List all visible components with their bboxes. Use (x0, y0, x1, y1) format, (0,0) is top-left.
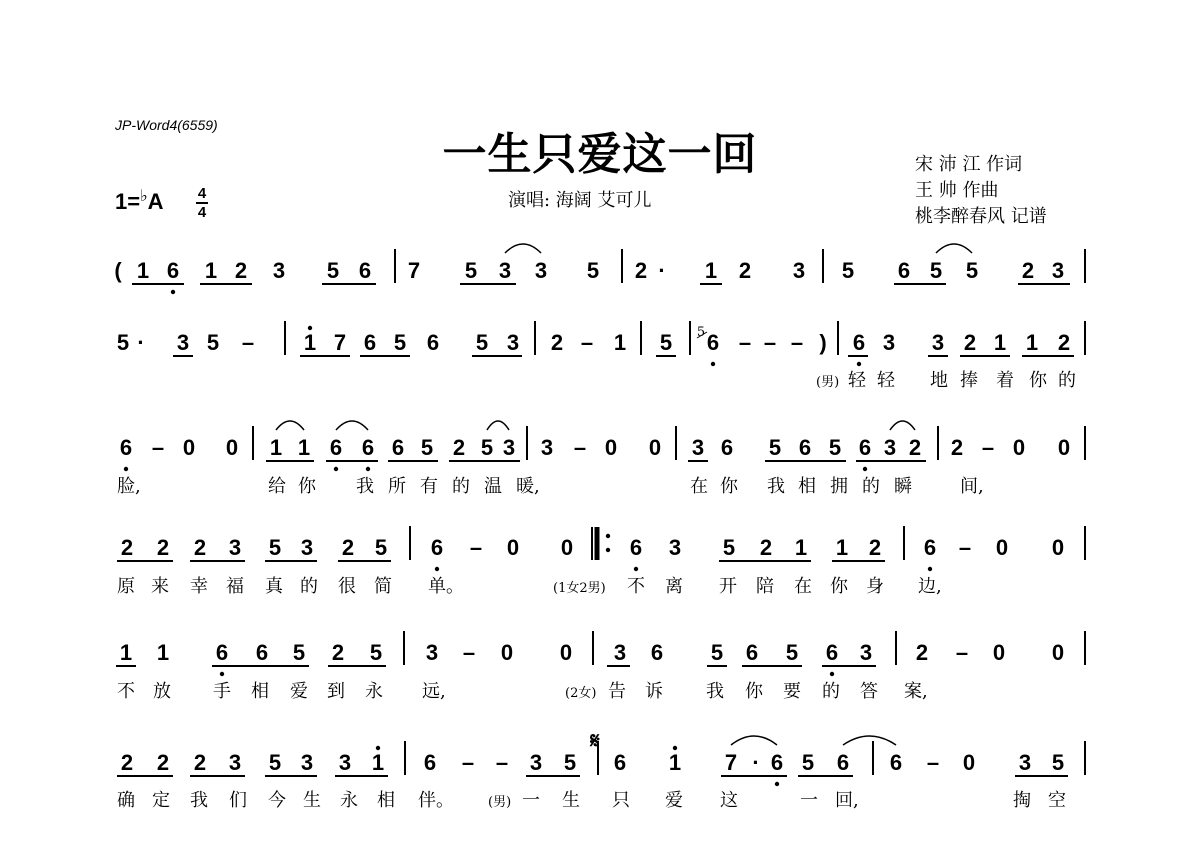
octave-dot (830, 672, 834, 676)
lyric-syllable: 暖, (516, 476, 540, 497)
transcriber-credit: 桃李醉春风 记谱 (915, 206, 1047, 227)
lyric-syllable: 我 (706, 681, 724, 702)
singer-tag-male: (男) (488, 795, 512, 810)
jianpu-note: 0 (992, 640, 1006, 665)
jianpu-note: · (752, 750, 760, 775)
jianpu-note: 0 (1051, 535, 1065, 560)
jianpu-note: 6 (423, 750, 437, 775)
jianpu-note: 3 (338, 750, 352, 775)
lyric-syllable: 很 (338, 576, 356, 597)
jianpu-note: 2 (193, 535, 207, 560)
jianpu-note: – (241, 330, 255, 355)
jianpu-note: 3 (882, 330, 896, 355)
jianpu-note: 2 (156, 750, 170, 775)
tie-arc (936, 244, 972, 253)
jianpu-note: – (926, 750, 940, 775)
jianpu-note: 3 (272, 258, 286, 283)
jianpu-note: 3 (931, 330, 945, 355)
jianpu-note: 5 (464, 258, 478, 283)
software-label: JP-Word4(6559) (115, 117, 218, 133)
lyric-syllable: 轻 (877, 370, 895, 391)
jianpu-note: 6 (798, 435, 812, 460)
lyric-syllable: 地 (930, 370, 948, 391)
tie-arc (843, 736, 896, 745)
lyric-syllable: 确 (117, 790, 135, 811)
jianpu-note: 5 (420, 435, 434, 460)
jianpu-note: – (462, 640, 476, 665)
lyric-syllable: 间, (960, 476, 984, 497)
lyric-syllable: 我 (190, 790, 208, 811)
jianpu-note: 3 (228, 750, 242, 775)
jianpu-note: 5 (374, 535, 388, 560)
octave-dot (711, 362, 715, 366)
jianpu-note: 6 (629, 535, 643, 560)
lyric-syllable: 永 (365, 681, 383, 702)
score-lines (116, 244, 1085, 786)
lyric-syllable: 相 (377, 790, 395, 811)
octave-dot (606, 548, 610, 552)
jianpu-note: 7 (407, 258, 421, 283)
jianpu-note: 3 (498, 258, 512, 283)
jianpu-note: 5 (785, 640, 799, 665)
jianpu-note: 5 (659, 330, 673, 355)
jianpu-note: 0 (559, 640, 573, 665)
jianpu-note: 6 (858, 435, 872, 460)
octave-dot (928, 567, 932, 571)
lyric-syllable: 给 (268, 476, 286, 497)
jianpu-note: 5 (801, 750, 815, 775)
jianpu-note: 5 (268, 750, 282, 775)
jianpu-note: 5 (828, 435, 842, 460)
jianpu-note: 7 (333, 330, 347, 355)
jianpu-note: 6 (770, 750, 784, 775)
jianpu-note: 2 (950, 435, 964, 460)
jianpu-note: 2 (759, 535, 773, 560)
octave-dot (863, 467, 867, 471)
lyric-syllable: 的 (1058, 370, 1076, 391)
jianpu-note: – (461, 750, 475, 775)
jianpu-note: 5 (369, 640, 383, 665)
jianpu-note: 0 (182, 435, 196, 460)
lyric-syllable: 一 (800, 790, 818, 811)
lyric-syllable: 着 (996, 370, 1014, 391)
jianpu-note: 5 (722, 535, 736, 560)
lyric-syllable: 轻 (848, 370, 866, 391)
jianpu-note: 6 (363, 330, 377, 355)
jianpu-note: 0 (962, 750, 976, 775)
jianpu-note: 2 (156, 535, 170, 560)
lyric-syllable: 你 (830, 576, 848, 597)
jianpu-note: 6 (825, 640, 839, 665)
lyric-syllable: 相 (798, 476, 816, 497)
lyric-syllable: 开 (719, 576, 737, 597)
lyric-syllable: 爱 (665, 790, 683, 811)
lyric-syllable: 答 (860, 681, 878, 702)
jianpu-note: 6 (889, 750, 903, 775)
lyric-syllable: 定 (152, 790, 170, 811)
jianpu-note: 6 (852, 330, 866, 355)
tie-arc (487, 421, 509, 430)
lyric-syllable: 空 (1048, 790, 1066, 811)
tie-arc (731, 736, 777, 745)
tie-arc (505, 244, 541, 253)
jianpu-note: 1 (668, 750, 682, 775)
jianpu-note: 2 (1057, 330, 1071, 355)
jianpu-note: 5 (710, 640, 724, 665)
jianpu-note: 6 (836, 750, 850, 775)
jianpu-note: 6 (358, 258, 372, 283)
jianpu-note: 6 (613, 750, 627, 775)
jianpu-note: 6 (215, 640, 229, 665)
jianpu-note: 0 (995, 535, 1009, 560)
jianpu-note: 2 (234, 258, 248, 283)
jianpu-note: – (955, 640, 969, 665)
lyric-syllable: 们 (229, 790, 247, 811)
lyric-syllable: 有 (420, 476, 438, 497)
tie-arc (276, 421, 304, 430)
lyric-syllable: 我 (767, 476, 785, 497)
jianpu-note: 5 (929, 258, 943, 283)
jianpu-note: 3 (883, 435, 897, 460)
jianpu-note: 5 (268, 535, 282, 560)
lyric-syllable: 单。 (428, 576, 464, 597)
lyric-syllable: 的 (862, 476, 880, 497)
lyric-syllable: 相 (251, 681, 269, 702)
jianpu-note: 1 (835, 535, 849, 560)
lyric-syllable: 掏 (1013, 790, 1031, 811)
jianpu-note: 6 (720, 435, 734, 460)
jianpu-note: – (495, 750, 509, 775)
lyric-syllable: 边, (918, 576, 942, 597)
jianpu-note: 3 (1018, 750, 1032, 775)
lyric-syllable: 你 (298, 476, 316, 497)
jianpu-note: 1 (794, 535, 808, 560)
tie-arc (336, 421, 368, 430)
lyric-syllable: 福 (226, 576, 244, 597)
jianpu-note: 0 (500, 640, 514, 665)
lyric-syllable: 要 (783, 681, 801, 702)
lyric-syllable: 幸 (190, 576, 208, 597)
octave-dot (220, 672, 224, 676)
lyric-syllable: 真 (265, 576, 283, 597)
singers: 演唱: 海阔 艾可儿 (508, 190, 652, 211)
lyric-syllable: 陪 (756, 576, 774, 597)
jianpu-note: – (151, 435, 165, 460)
jianpu-note: 1 (613, 330, 627, 355)
jianpu-note: 1 (119, 640, 133, 665)
jianpu-note: 1 (204, 258, 218, 283)
jianpu-note: 2 (341, 535, 355, 560)
open-paren: ( (114, 258, 122, 283)
lyric-syllable: 的 (300, 576, 318, 597)
lyric-syllable: 诉 (645, 681, 663, 702)
jianpu-note: 1 (303, 330, 317, 355)
lyric-syllable: 温 (484, 476, 502, 497)
lyric-syllable: 身 (866, 576, 884, 597)
jianpu-note: – (958, 535, 972, 560)
jianpu-note: 6 (361, 435, 375, 460)
lyric-syllable: 离 (665, 576, 683, 597)
jianpu-note: – (790, 330, 804, 355)
jianpu-note: 3 (792, 258, 806, 283)
lyric-syllable: 生 (303, 790, 321, 811)
jianpu-note: 0 (506, 535, 520, 560)
jianpu-note: – (469, 535, 483, 560)
jianpu-note: 5 (116, 330, 130, 355)
lyric-syllable: 所 (388, 476, 406, 497)
jianpu-note: 3 (540, 435, 554, 460)
lyric-syllable: 的 (822, 681, 840, 702)
jianpu-note: 3 (228, 535, 242, 560)
jianpu-note: 1 (156, 640, 170, 665)
jianpu-note: 0 (225, 435, 239, 460)
jianpu-note: 5 (841, 258, 855, 283)
jianpu-note: 2 (120, 750, 134, 775)
jianpu-note: 0 (1057, 435, 1071, 460)
lyric-syllable: 来 (151, 576, 169, 597)
jianpu-note: 6 (897, 258, 911, 283)
jianpu-note: 5 (480, 435, 494, 460)
jianpu-note: 1 (269, 435, 283, 460)
jianpu-note: 5 (206, 330, 220, 355)
jianpu-note: 6 (923, 535, 937, 560)
jianpu-note: 2 (634, 258, 648, 283)
jianpu-note: 3 (691, 435, 705, 460)
lyric-syllable: 伴。 (418, 790, 454, 811)
octave-dot (334, 467, 338, 471)
singer-tag-female: (2女) (565, 686, 597, 701)
octave-dot (606, 534, 610, 538)
jianpu-note: – (981, 435, 995, 460)
octave-dot (171, 290, 175, 294)
jianpu-note: 6 (745, 640, 759, 665)
jianpu-note: – (763, 330, 777, 355)
jianpu-note: 2 (908, 435, 922, 460)
lyric-syllable: 爱 (290, 681, 308, 702)
jianpu-note: 5 (1051, 750, 1065, 775)
jianpu-note: 2 (963, 330, 977, 355)
lyric-syllable: 我 (356, 476, 374, 497)
jianpu-note: 3 (300, 535, 314, 560)
jianpu-note: 2 (915, 640, 929, 665)
lyric-syllable: 在 (794, 576, 812, 597)
lyric-syllable: 拥 (830, 476, 848, 497)
jianpu-note: 3 (668, 535, 682, 560)
lyric-syllable: 捧 (960, 370, 978, 391)
lyric-syllable: 远, (422, 681, 446, 702)
time-signature: 4 4 (197, 185, 207, 221)
octave-dot (124, 467, 128, 471)
lyric-syllable: 到 (327, 681, 345, 702)
jianpu-note: 6 (391, 435, 405, 460)
jianpu-note: 2 (120, 535, 134, 560)
lyricist-credit: 宋 沛 江 作词 (915, 154, 1023, 175)
jianpu-note: – (738, 330, 752, 355)
jianpu-note: 5 (292, 640, 306, 665)
jianpu-note: 3 (176, 330, 190, 355)
jianpu-note: 1 (371, 750, 385, 775)
jianpu-note: · (137, 330, 145, 355)
jianpu-note: 5 (393, 330, 407, 355)
jianpu-note: 1 (136, 258, 150, 283)
jianpu-note: – (580, 330, 594, 355)
lyric-syllable: 永 (340, 790, 358, 811)
octave-dot (634, 567, 638, 571)
jianpu-note: 6 (706, 330, 720, 355)
lyric-syllable: 的 (452, 476, 470, 497)
jianpu-note: 5 (563, 750, 577, 775)
lyric-syllable: 放 (153, 681, 171, 702)
jianpu-note: 7 (724, 750, 738, 775)
jianpu-note: 3 (859, 640, 873, 665)
jianpu-note: 2 (738, 258, 752, 283)
jianpu-note: 3 (613, 640, 627, 665)
jianpu-note: 2 (193, 750, 207, 775)
jianpu-note: 2 (868, 535, 882, 560)
singer-tag-duet: (1女2男) (553, 581, 606, 596)
jianpu-note: 5 (965, 258, 979, 283)
lyric-syllable: 不 (117, 681, 135, 702)
lyric-syllable: 你 (1029, 370, 1047, 391)
lyric-syllable: 脸, (117, 476, 141, 497)
jianpu-note: 3 (425, 640, 439, 665)
grace-note: 5 (696, 325, 706, 340)
jianpu-note: · (658, 258, 666, 283)
jianpu-note: 3 (529, 750, 543, 775)
jianpu-note: 6 (650, 640, 664, 665)
jianpu-note: – (573, 435, 587, 460)
lyric-syllable: 你 (745, 681, 763, 702)
lyric-syllable: 只 (612, 790, 630, 811)
octave-dot (435, 567, 439, 571)
jianpu-note: 2 (452, 435, 466, 460)
jianpu-note: 6 (119, 435, 133, 460)
jianpu-note: 1 (297, 435, 311, 460)
lyric-syllable: 手 (213, 681, 231, 702)
jianpu-note: 5 (586, 258, 600, 283)
lyric-syllable: 你 (720, 476, 738, 497)
lyric-syllable: 这 (720, 790, 738, 811)
jianpu-note: 3 (506, 330, 520, 355)
composer-credit: 王 帅 作曲 (915, 180, 999, 201)
lyric-syllable: 告 (608, 681, 626, 702)
jianpu-note: 6 (329, 435, 343, 460)
jianpu-note: 3 (502, 435, 516, 460)
octave-dot (857, 362, 861, 366)
lyric-syllable: 案, (904, 681, 928, 702)
octave-dot (366, 467, 370, 471)
jianpu-note: 2 (550, 330, 564, 355)
lyric-syllable: 在 (690, 476, 708, 497)
flat-sign: ♭ (140, 188, 148, 205)
jianpu-note: 5 (768, 435, 782, 460)
lyric-syllable: 不 (627, 576, 645, 597)
jianpu-note: 1 (1025, 330, 1039, 355)
lyric-syllable: 一 (522, 790, 540, 811)
lyric-syllable: 今 (268, 790, 286, 811)
jianpu-note: 6 (166, 258, 180, 283)
jianpu-note: 2 (1021, 258, 1035, 283)
segno-sign: 𝄋 (590, 728, 600, 753)
lyric-syllable: 原 (117, 576, 135, 597)
jianpu-note: 2 (331, 640, 345, 665)
jianpu-note: 0 (1051, 640, 1065, 665)
jianpu-note: 1 (704, 258, 718, 283)
jianpu-note: 0 (648, 435, 662, 460)
lyric-syllable: 简 (374, 576, 392, 597)
jianpu-note: 5 (326, 258, 340, 283)
jianpu-note: 0 (1012, 435, 1026, 460)
jianpu-note: 0 (560, 535, 574, 560)
jianpu-note: 0 (604, 435, 618, 460)
lyric-syllable: 回, (835, 790, 859, 811)
jianpu-note: 6 (426, 330, 440, 355)
lyric-syllable: 生 (562, 790, 580, 811)
song-title: 一生只爱这一回 (442, 129, 758, 180)
jianpu-note: 6 (430, 535, 444, 560)
jianpu-note: 3 (1051, 258, 1065, 283)
jianpu-note: 6 (255, 640, 269, 665)
close-paren: ) (819, 330, 827, 355)
jianpu-note: 5 (475, 330, 489, 355)
lyric-syllable: 瞬 (894, 476, 912, 497)
jianpu-note: 1 (993, 330, 1007, 355)
jianpu-note: 3 (534, 258, 548, 283)
tie-arc (890, 421, 915, 430)
singer-tag-male: (男) (816, 375, 840, 390)
octave-dot (775, 782, 779, 786)
key-signature: 1=♭A (115, 188, 164, 214)
jianpu-note: 3 (300, 750, 314, 775)
